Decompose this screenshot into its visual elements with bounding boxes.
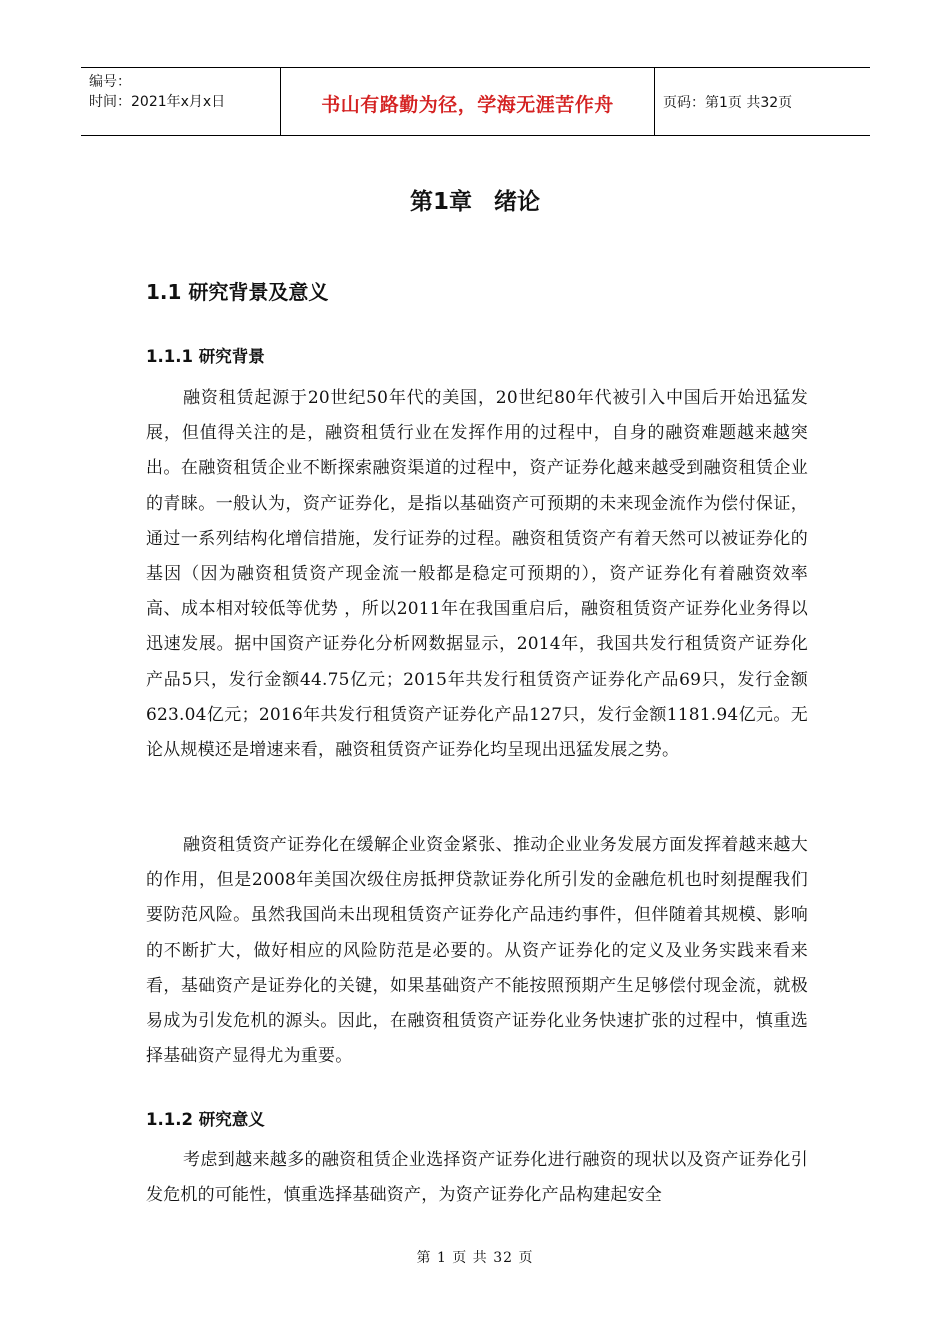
paragraph-background-1: 融资租赁起源于20世纪50年代的美国，20世纪80年代被引入中国后开始迅猛发展，但值得关注的是，融资租赁行业在发挥作用的过程中，自身的融资难题越来越突出。在融资租赁企业不断探索融资渠道的过程中，资产证券化越来越受到融资租赁企业的青睐。一般认为，资产证券化，是指以基础资产可预期的未来现金流作为偿付保证，通过一系列结构化增信措施，发行证券的过程。融资租赁资产有着天然可以被证券化的基因（因为融资租赁资产现金流一般都是稳定可预期的），资产证券化有着融资效率高、成本相对较低等优势 ，所以2011年在我国重启后，融资租赁资产证券化业务得以迅速发展。据中国资产证券化分析网数据显示，2014年，我国共发行租赁资产证券化产品5只，发行金额44.75亿元；2015年共发行租赁资产证券化产品69只，发行金额623.04亿元；2016年共发行租赁资产证券化产品127只，发行金额1181.94亿元。无论从规模还是增速来看，融资租赁资产证券化均呈现出迅猛发展之势。 — [146, 388, 808, 761]
header-meta-cell — [81, 68, 281, 135]
chapter-title — [0, 183, 950, 216]
date-line: 时间：2021年x月x日 — [89, 94, 226, 110]
motto-text: 书山有路勤为径，学海无涯苦作舟 — [321, 94, 614, 116]
chapter-name: 绪论 — [494, 189, 540, 215]
subsection-heading-1-1-2: 1.1.2 研究意义 — [146, 1110, 265, 1129]
paragraph-background-2: 融资租赁资产证券化在缓解企业资金紧张、推动企业业务发展方面发挥着越来越大的作用，但是2008年美国次级住房抵押贷款证券化所引发的金融危机也时刻提醒我们要防范风险。虽然我国尚未出现租赁资产证券化产品违约事件，但伴随着其规模、影响的不断扩大，做好相应的风险防范是必要的。从资产证券化的定义及业务实践来看来看，基础资产是证券化的关键，如果基础资产不能按照预期产生足够偿付现金流，就极易成为引发危机的源头。因此，在融资租赁资产证券化业务快速扩张的过程中，慎重选择基础资产显得尤为重要。 — [146, 835, 808, 1067]
serial-number-label: 编号： — [89, 74, 131, 90]
subsection-heading-1-1-1: 1.1.1 研究背景 — [146, 347, 265, 366]
page-footer: 第 1 页 共 32 页 — [416, 1250, 534, 1266]
page-info: 页码：第1页 共32页 — [663, 94, 793, 111]
document-header — [81, 67, 870, 136]
paragraph-significance-1: 考虑到越来越多的融资租赁企业选择资产证券化进行融资的现状以及资产证券化引发危机的可能性，慎重选择基础资产，为资产证券化产品构建起安全 — [146, 1150, 808, 1206]
section-heading-1-1: 1.1 研究背景及意义 — [146, 280, 329, 304]
header-motto-cell — [281, 68, 655, 135]
chapter-number: 第1章 — [409, 189, 472, 215]
header-page-cell — [655, 68, 870, 135]
